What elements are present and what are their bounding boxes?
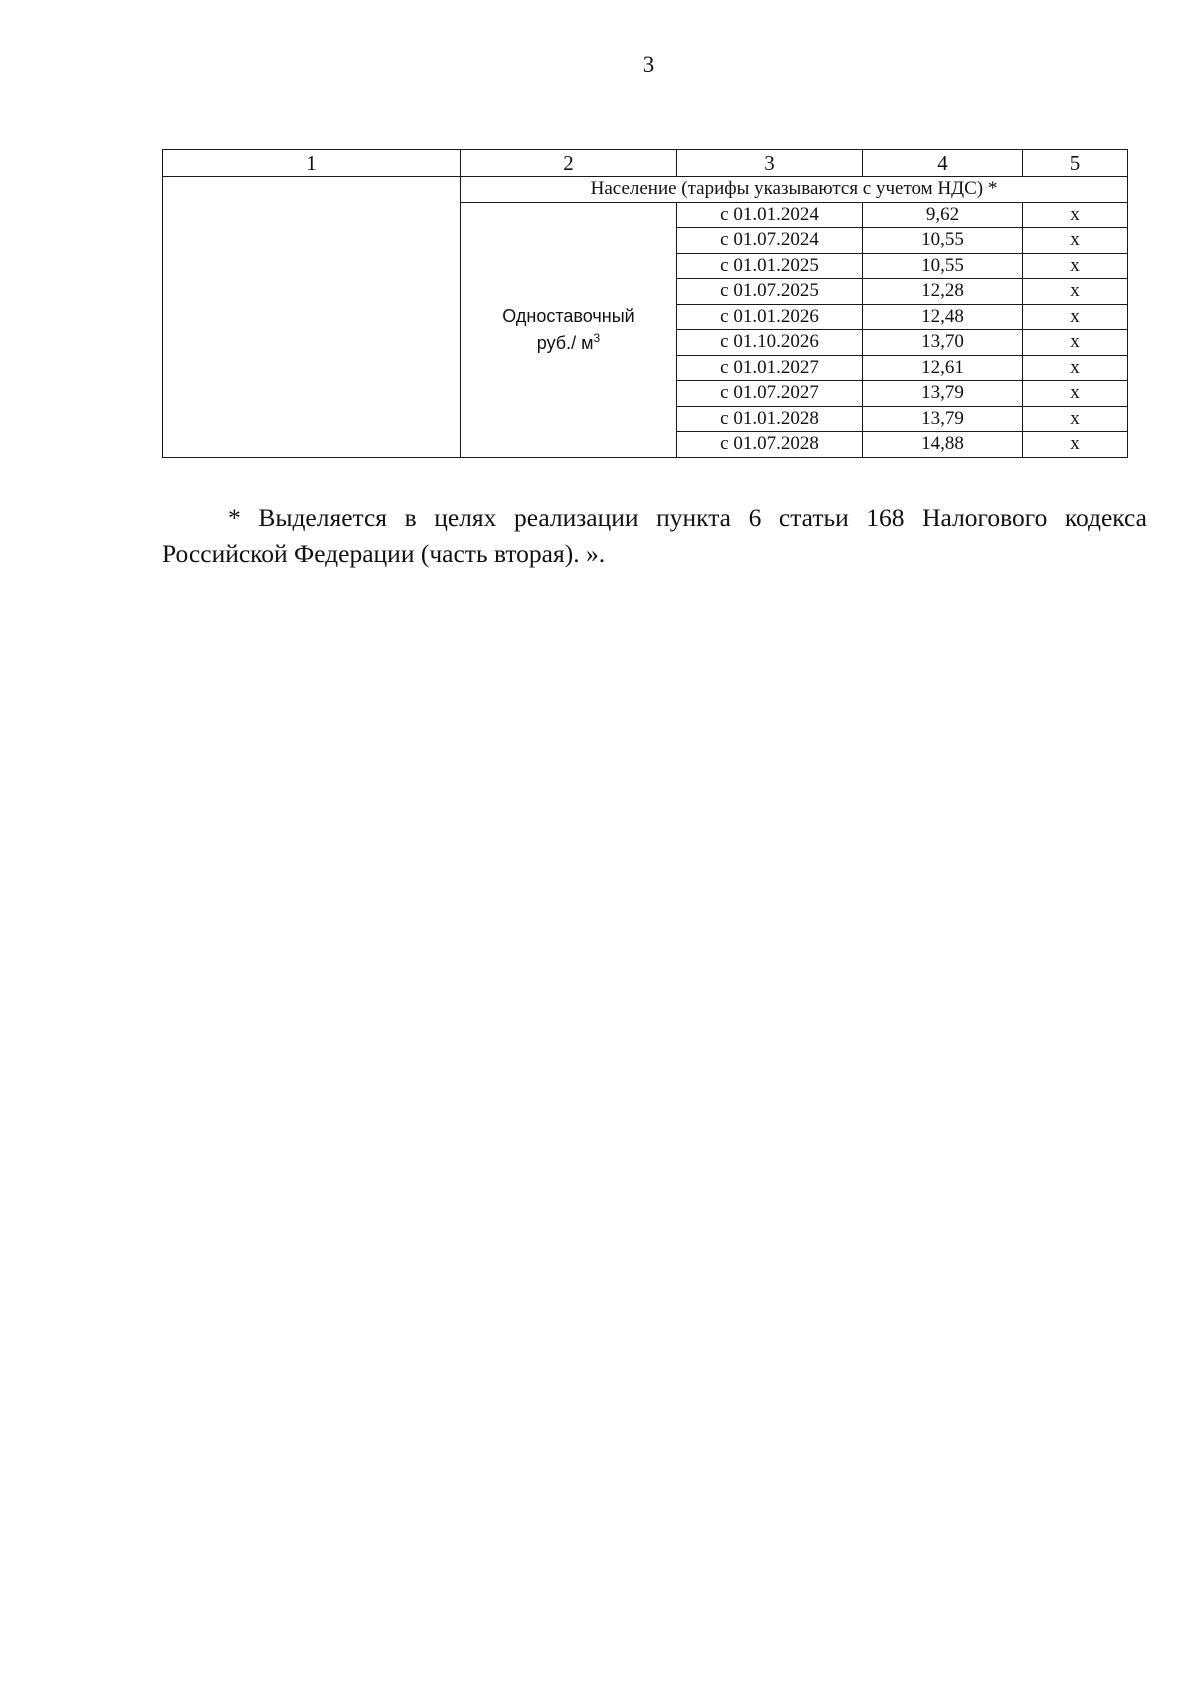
date-cell: с 01.01.2024 (677, 202, 863, 228)
value-cell: 10,55 (863, 253, 1023, 279)
col5-cell: x (1023, 381, 1128, 407)
value-cell: 12,61 (863, 355, 1023, 381)
date-cell: с 01.01.2028 (677, 406, 863, 432)
blank-cell (163, 177, 461, 458)
column-number-row (163, 150, 1128, 177)
date-cell: с 01.01.2025 (677, 253, 863, 279)
value-cell: 10,55 (863, 228, 1023, 254)
col5-cell: x (1023, 279, 1128, 305)
date-cell: с 01.07.2025 (677, 279, 863, 305)
col5-cell: x (1023, 406, 1128, 432)
population-header: Население (тарифы указываются с учетом НДС) * (461, 177, 1128, 203)
population-header-row (163, 177, 1128, 203)
date-cell: с 01.01.2027 (677, 355, 863, 381)
tariff-type-label: Одноставочный (502, 305, 635, 326)
date-cell: с 01.07.2024 (677, 228, 863, 254)
date-cell: с 01.01.2026 (677, 304, 863, 330)
page-number: 3 (642, 52, 655, 77)
tariff-table (162, 149, 1128, 458)
footnote-text: * Выделяется в целях реализации пункта 6 статьи 168 Налогового кодекса Российской Федерации (часть вторая). ». (162, 503, 1147, 568)
unit-base: руб./ м (536, 332, 594, 353)
unit-label (461, 330, 676, 357)
col5-cell: x (1023, 355, 1128, 381)
value-cell: 12,48 (863, 304, 1023, 330)
column-number-cell: 4 (863, 150, 1023, 177)
col5-cell: x (1023, 202, 1128, 228)
value-cell: 14,88 (863, 432, 1023, 458)
footnote (162, 500, 1147, 572)
tariff-type-cell (461, 202, 677, 457)
column-number-cell: 3 (677, 150, 863, 177)
col5-cell: x (1023, 253, 1128, 279)
col5-cell: x (1023, 432, 1128, 458)
column-number-cell: 1 (163, 150, 461, 177)
column-number-cell: 2 (461, 150, 677, 177)
date-cell: с 01.07.2027 (677, 381, 863, 407)
column-number-cell: 5 (1023, 150, 1128, 177)
date-cell: с 01.10.2026 (677, 330, 863, 356)
date-cell: с 01.07.2028 (677, 432, 863, 458)
unit-exponent: 3 (593, 330, 601, 345)
value-cell: 13,70 (863, 330, 1023, 356)
col5-cell: x (1023, 304, 1128, 330)
value-cell: 13,79 (863, 381, 1023, 407)
value-cell: 9,62 (863, 202, 1023, 228)
value-cell: 13,79 (863, 406, 1023, 432)
col5-cell: x (1023, 228, 1128, 254)
col5-cell: x (1023, 330, 1128, 356)
value-cell: 12,28 (863, 279, 1023, 305)
